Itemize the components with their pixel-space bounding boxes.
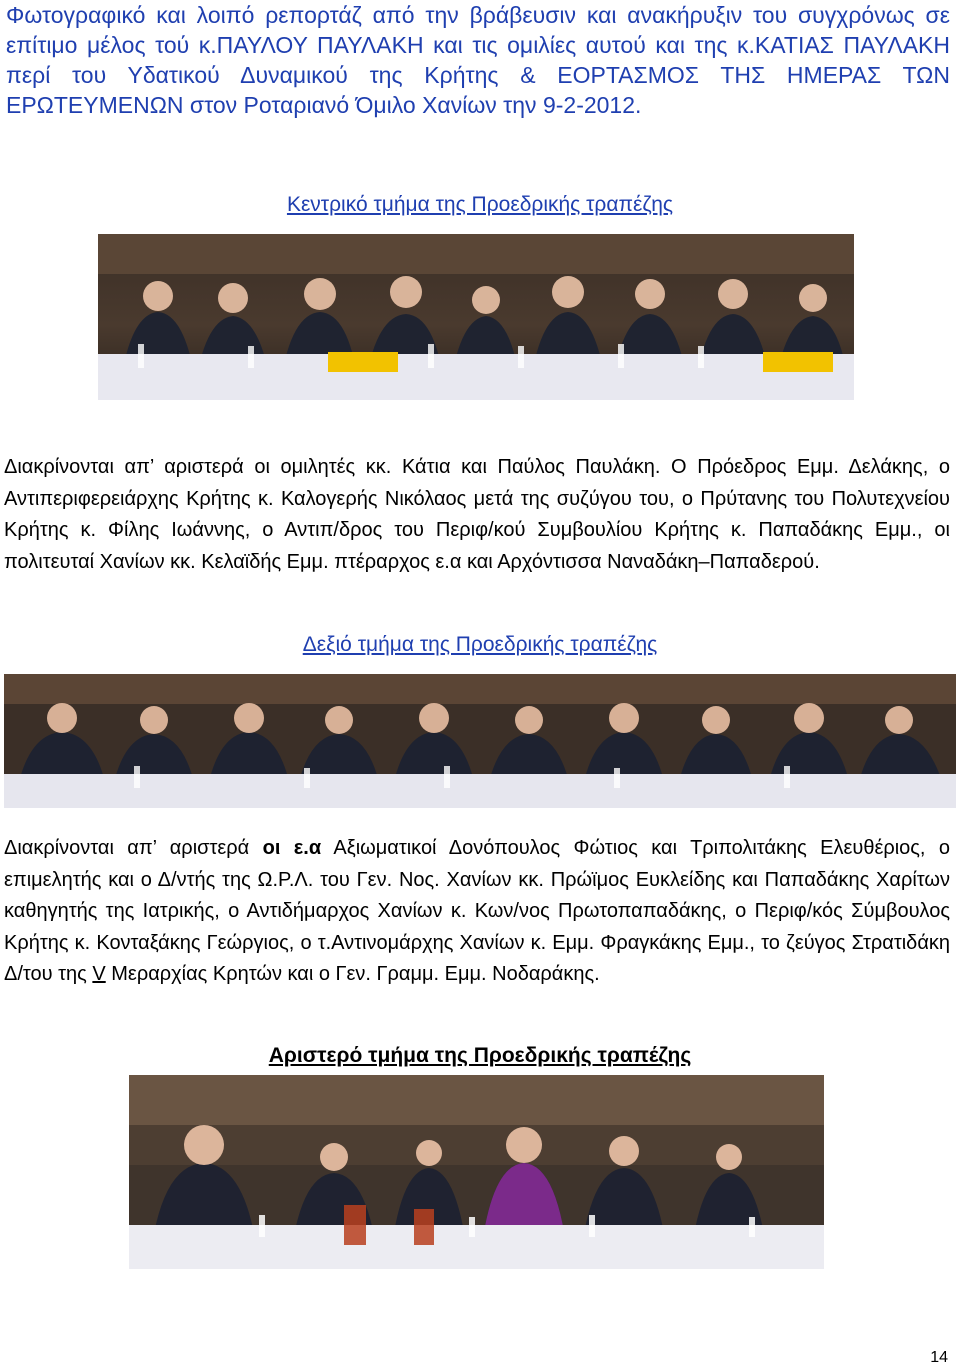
section2-desc-bold: οι ε.α [262,837,322,859]
section1-description: Διακρίνονται απ’ αριστερά οι ομιλητές κκ. Κάτια και Παύλος Παυλάκη. Ο Πρόεδρος Εμμ. Δελάκης, ο Αντιπεριφερειάρχης Κρήτης κ. Καλογερής Νικόλαος μετά της συζύγου του, ο Πρύτανης του Πολυτεχνείου Κρήτης κ. Φίλης Ιωάννης, ο Αντιπ/δρος του Περιφ/κού Συμβουλίου Κρήτης κ. Παπαδάκης Εμμ., οι πολιτευταί Χανίων κκ. Κελαϊδής Εμμ. πτέραρχος ε.α και Αρχόντισσα Ναναδάκη–Παπαδερού. [4,456,950,573]
section1-heading: Κεντρικό τμήμα της Προεδρικής τραπέζης [286,193,674,216]
section2-desc-lead: Διακρίνονται απ’ αριστερά [4,837,263,859]
section2-desc-rest: Αξιωματικοί Δονόπουλος Φώτιος και Τριπολιτάκης Ελευθέριος, ο επιμελητής και ο Δ/ντής της Ω.Ρ.Λ. του Γεν. Νος. Χανίων κκ. Πρώϊμος Ευκλείδης και Παπαδάκης Χαρίτων καθηγητής της Ιατρικής, ο Αντιδήμαρχος Χανίων κ. Κων/νος Πρωτοπαπαδάκης, ο Περιφ/κός Σύμβουλος Κρήτης κ. Κονταξάκης Γεώργιος, ο τ.Αντινομάρχης Χανίων κ. Εμμ. Φραγκάκης Εμμ., το ζεύγος Στρατιδάκη Δ/του της [4,837,950,985]
photo-central-table [98,234,854,400]
intro-paragraph: Φωτογραφικό και λοιπό ρεπορτάζ από την βράβευσιν και ανακήρυξιν του συγχρόνως σε επίτιμο μέλος τού κ.ΠΑΥΛΟΥ ΠΑΥΛΑΚΗ και τις ομιλίες αυτού και της κ.ΚΑΤΙΑΣ ΠΑΥΛΑΚΗ περί του Υδατικού Δυναμικού της Κρήτης & ΕΟΡΤΑΣΜΟΣ ΤΗΣ ΗΜΕΡΑΣ ΤΩΝ ΕΡΩΤΕΥΜΕΝΩΝ στον Ροταριανό Όμιλο Χανίων την 9-2-2012. [6,2,950,118]
page-number: 14 [930,1349,948,1366]
section2-desc-end: Μεραρχίας Κρητών και ο Γεν. Γραμμ. Εμμ. Νοδαράκης. [105,963,600,985]
photo-left-table [129,1075,824,1269]
section2-description [4,833,950,991]
photo-right-table [4,674,956,808]
section2-desc-underlined: V [92,963,106,985]
section3-heading: Αριστερό τμήμα της Προεδρικής τραπέζης [268,1044,692,1067]
section2-heading: Δεξιό τμήμα της Προεδρικής τραπέζης [302,633,658,656]
